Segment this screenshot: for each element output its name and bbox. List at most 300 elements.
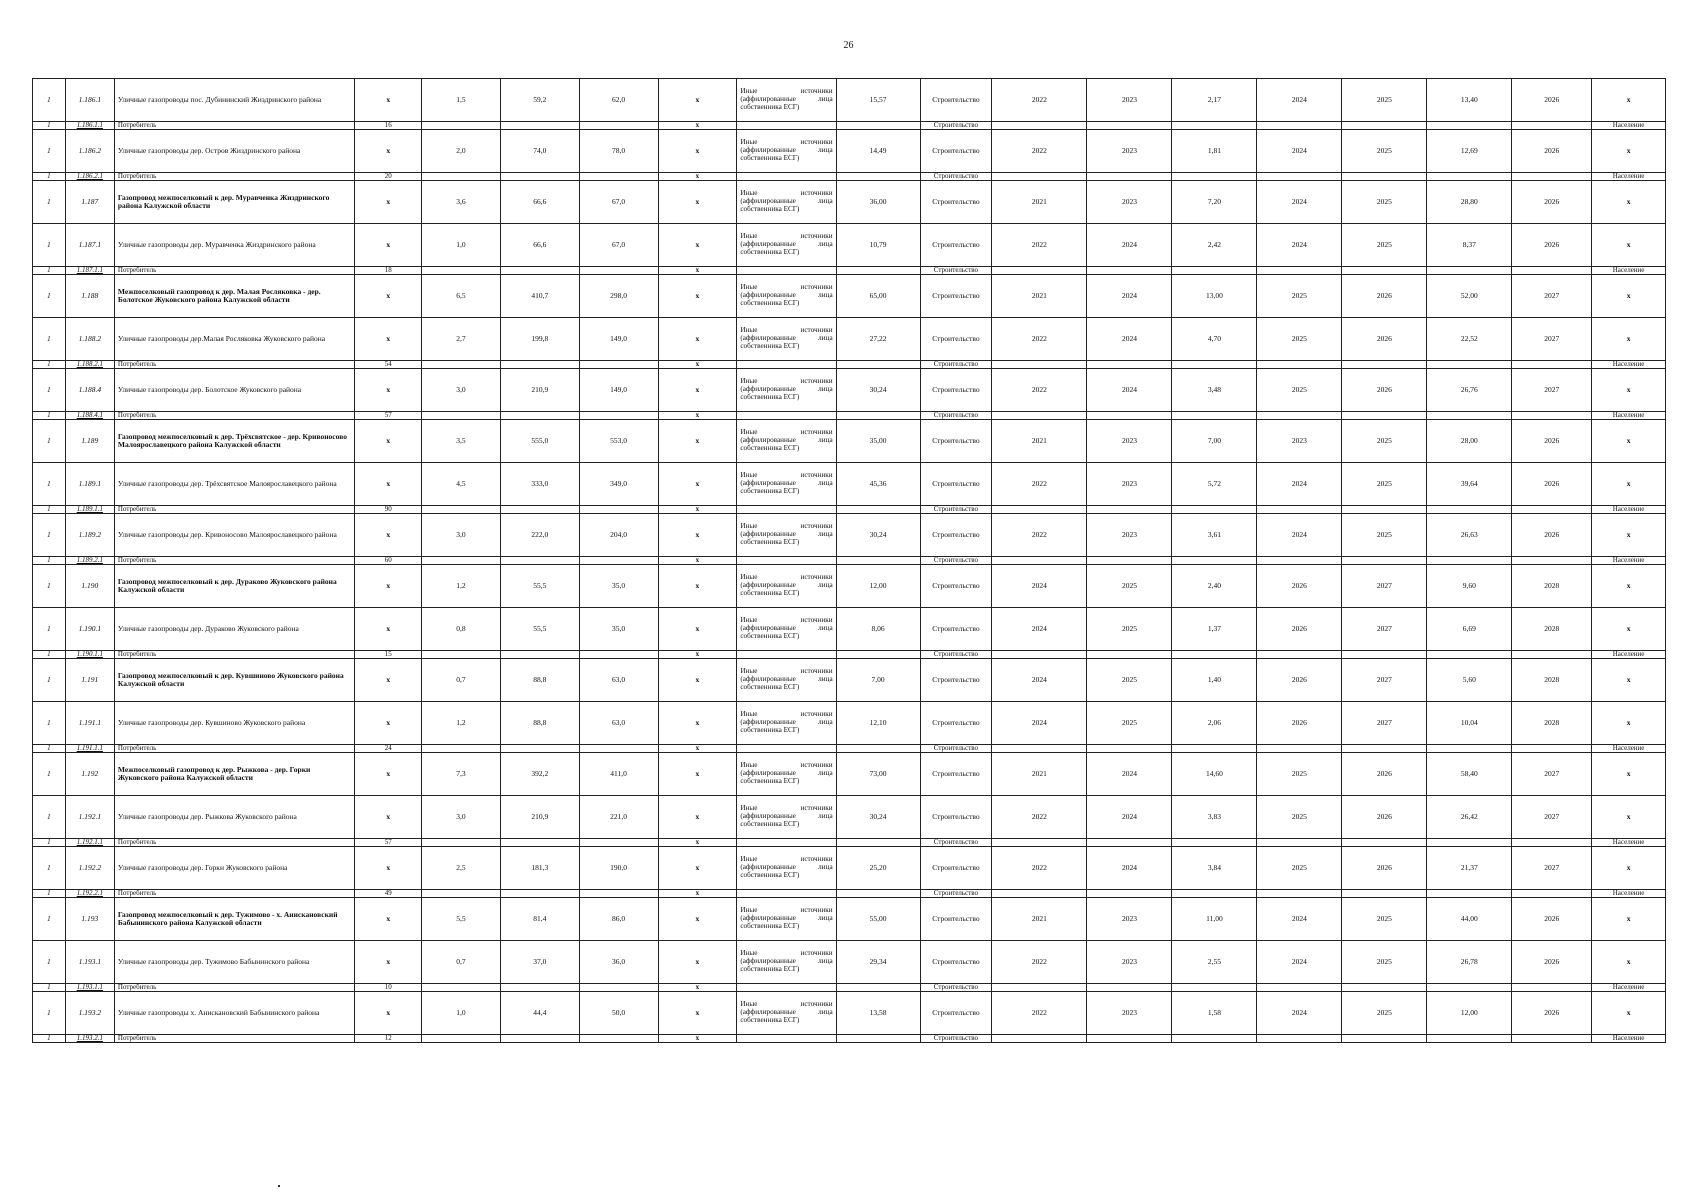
funding-source-cell: Иные источники (аффилированные лица собственника ЕСГ) <box>737 463 836 506</box>
marker-cell: x <box>658 651 737 659</box>
empty-cell <box>836 890 920 898</box>
empty-cell <box>737 267 836 275</box>
consumer-type-cell: Население <box>1592 412 1666 420</box>
empty-cell <box>579 506 658 514</box>
cost-cell: 13,58 <box>836 992 920 1035</box>
year-cell: 2024 <box>992 608 1087 651</box>
empty-cell <box>836 839 920 847</box>
year-cell: 2023 <box>1087 130 1172 173</box>
work-type-cell: Строительство <box>920 181 992 224</box>
marker-cell: x <box>355 318 422 361</box>
gasification-table <box>32 78 1666 1043</box>
row-number-cell: 1 <box>33 651 66 659</box>
consumer-id-cell: 1.188.4.1 <box>65 412 114 420</box>
object-name-cell: Уличные газопроводы х. Анискановский Бабынинского района <box>114 992 355 1035</box>
length-cell: 1,2 <box>422 565 501 608</box>
year-cell: 2023 <box>1257 420 1342 463</box>
work-type-cell: Строительство <box>920 463 992 506</box>
empty-cell <box>500 506 579 514</box>
empty-cell <box>992 1035 1087 1043</box>
year-cell: 2025 <box>1257 318 1342 361</box>
funding-source-cell: Иные источники (аффилированные лица собственника ЕСГ) <box>737 369 836 412</box>
marker-cell: x <box>1592 659 1666 702</box>
value-cell: 67,0 <box>579 224 658 267</box>
empty-cell <box>1087 412 1172 420</box>
value-cell: 35,0 <box>579 608 658 651</box>
year-cell: 2024 <box>1257 130 1342 173</box>
cost-cell: 6,69 <box>1427 608 1512 651</box>
marker-cell: x <box>1592 181 1666 224</box>
consumer-row <box>33 122 1666 130</box>
consumer-id-cell: 1.189.2.1 <box>65 557 114 565</box>
empty-cell <box>1342 173 1427 181</box>
marker-cell: x <box>355 608 422 651</box>
year-cell: 2025 <box>1087 702 1172 745</box>
work-type-cell: Строительство <box>920 318 992 361</box>
cost-cell: 10,04 <box>1427 702 1512 745</box>
empty-cell <box>1342 839 1427 847</box>
empty-cell <box>992 267 1087 275</box>
value-cell: 44,4 <box>500 992 579 1035</box>
funding-source-cell: Иные источники (аффилированные лица собственника ЕСГ) <box>737 659 836 702</box>
object-id-cell: 1.190.1 <box>65 608 114 651</box>
empty-cell <box>579 1035 658 1043</box>
row-number-cell: 1 <box>33 122 66 130</box>
cost-cell: 13,00 <box>1172 275 1257 318</box>
empty-cell <box>1512 890 1592 898</box>
object-id-cell: 1.188 <box>65 275 114 318</box>
object-id-cell: 1.192.1 <box>65 796 114 839</box>
consumer-id-cell: 1.190.1.1 <box>65 651 114 659</box>
cost-cell: 4,70 <box>1172 318 1257 361</box>
cost-cell: 1,40 <box>1172 659 1257 702</box>
empty-cell <box>737 745 836 753</box>
row-number-cell: 1 <box>33 839 66 847</box>
marker-cell: x <box>355 130 422 173</box>
empty-cell <box>1257 557 1342 565</box>
cost-cell: 7,00 <box>1172 420 1257 463</box>
year-cell: 2028 <box>1512 565 1592 608</box>
row-number-cell: 1 <box>33 898 66 941</box>
table-row <box>33 608 1666 651</box>
value-cell: 204,0 <box>579 514 658 557</box>
cost-cell: 14,49 <box>836 130 920 173</box>
table-row <box>33 659 1666 702</box>
empty-cell <box>1512 745 1592 753</box>
year-cell: 2026 <box>1512 130 1592 173</box>
cost-cell: 10,79 <box>836 224 920 267</box>
year-cell: 2024 <box>1257 224 1342 267</box>
object-name-cell: Уличные газопроводы дер. Кривоносово Малоярославецкого района <box>114 514 355 557</box>
empty-cell <box>992 506 1087 514</box>
cost-cell: 28,80 <box>1427 181 1512 224</box>
consumer-label-cell: Потребитель <box>114 361 355 369</box>
consumer-count-cell: 10 <box>355 984 422 992</box>
value-cell: 36,0 <box>579 941 658 984</box>
empty-cell <box>579 267 658 275</box>
empty-cell <box>1257 173 1342 181</box>
empty-cell <box>836 557 920 565</box>
year-cell: 2024 <box>992 565 1087 608</box>
year-cell: 2027 <box>1512 796 1592 839</box>
cost-cell: 13,40 <box>1427 79 1512 122</box>
marker-cell: x <box>1592 992 1666 1035</box>
empty-cell <box>1172 745 1257 753</box>
value-cell: 88,8 <box>500 702 579 745</box>
marker-cell: x <box>658 1035 737 1043</box>
object-id-cell: 1.188.4 <box>65 369 114 412</box>
empty-cell <box>500 1035 579 1043</box>
empty-cell <box>1342 412 1427 420</box>
marker-cell: x <box>658 369 737 412</box>
work-type-cell: Строительство <box>920 984 992 992</box>
length-cell: 3,0 <box>422 369 501 412</box>
cost-cell: 26,76 <box>1427 369 1512 412</box>
work-type-cell: Строительство <box>920 275 992 318</box>
year-cell: 2025 <box>1342 420 1427 463</box>
row-number-cell: 1 <box>33 463 66 506</box>
empty-cell <box>579 745 658 753</box>
cost-cell: 12,00 <box>836 565 920 608</box>
year-cell: 2028 <box>1512 659 1592 702</box>
row-number-cell: 1 <box>33 941 66 984</box>
year-cell: 2024 <box>1257 941 1342 984</box>
cost-cell: 26,78 <box>1427 941 1512 984</box>
work-type-cell: Строительство <box>920 796 992 839</box>
length-cell: 1,0 <box>422 992 501 1035</box>
cost-cell: 65,00 <box>836 275 920 318</box>
consumer-type-cell: Население <box>1592 122 1666 130</box>
length-cell: 2,7 <box>422 318 501 361</box>
funding-source-cell: Иные источники (аффилированные лица собственника ЕСГ) <box>737 992 836 1035</box>
year-cell: 2024 <box>1087 753 1172 796</box>
value-cell: 63,0 <box>579 702 658 745</box>
object-name-cell: Межпоселковый газопровод к дер. Малая Росляковка - дер. Болотское Жуковского района Калужской области <box>114 275 355 318</box>
consumer-row <box>33 557 1666 565</box>
empty-cell <box>836 506 920 514</box>
year-cell: 2022 <box>992 941 1087 984</box>
row-number-cell: 1 <box>33 557 66 565</box>
consumer-row <box>33 267 1666 275</box>
year-cell: 2022 <box>992 463 1087 506</box>
cost-cell: 1,58 <box>1172 992 1257 1035</box>
row-number-cell: 1 <box>33 847 66 890</box>
length-cell: 2,5 <box>422 847 501 890</box>
funding-source-cell: Иные источники (аффилированные лица собственника ЕСГ) <box>737 941 836 984</box>
year-cell: 2025 <box>1087 565 1172 608</box>
work-type-cell: Строительство <box>920 412 992 420</box>
empty-cell <box>579 173 658 181</box>
scan-mark <box>278 1185 280 1187</box>
year-cell: 2026 <box>1512 224 1592 267</box>
table-row <box>33 753 1666 796</box>
cost-cell: 3,61 <box>1172 514 1257 557</box>
value-cell: 411,0 <box>579 753 658 796</box>
year-cell: 2023 <box>1087 463 1172 506</box>
empty-cell <box>1257 361 1342 369</box>
year-cell: 2025 <box>1257 796 1342 839</box>
empty-cell <box>737 557 836 565</box>
marker-cell: x <box>658 361 737 369</box>
empty-cell <box>1087 173 1172 181</box>
year-cell: 2027 <box>1512 369 1592 412</box>
marker-cell: x <box>658 420 737 463</box>
empty-cell <box>1427 267 1512 275</box>
consumer-label-cell: Потребитель <box>114 173 355 181</box>
marker-cell: x <box>658 565 737 608</box>
row-number-cell: 1 <box>33 361 66 369</box>
empty-cell <box>500 173 579 181</box>
empty-cell <box>1172 651 1257 659</box>
year-cell: 2023 <box>1087 992 1172 1035</box>
empty-cell <box>992 651 1087 659</box>
length-cell: 7,3 <box>422 753 501 796</box>
funding-source-cell: Иные источники (аффилированные лица собственника ЕСГ) <box>737 130 836 173</box>
value-cell: 66,6 <box>500 224 579 267</box>
row-number-cell: 1 <box>33 702 66 745</box>
year-cell: 2026 <box>1512 463 1592 506</box>
empty-cell <box>1257 745 1342 753</box>
empty-cell <box>1427 1035 1512 1043</box>
year-cell: 2026 <box>1257 659 1342 702</box>
marker-cell: x <box>355 275 422 318</box>
marker-cell: x <box>658 608 737 651</box>
cost-cell: 58,40 <box>1427 753 1512 796</box>
empty-cell <box>1342 506 1427 514</box>
length-cell: 1,0 <box>422 224 501 267</box>
consumer-type-cell: Население <box>1592 651 1666 659</box>
year-cell: 2027 <box>1512 847 1592 890</box>
value-cell: 78,0 <box>579 130 658 173</box>
cost-cell: 8,37 <box>1427 224 1512 267</box>
marker-cell: x <box>1592 753 1666 796</box>
consumer-label-cell: Потребитель <box>114 506 355 514</box>
marker-cell: x <box>658 941 737 984</box>
marker-cell: x <box>658 224 737 267</box>
empty-cell <box>500 361 579 369</box>
year-cell: 2022 <box>992 224 1087 267</box>
cost-cell: 2,06 <box>1172 702 1257 745</box>
work-type-cell: Строительство <box>920 557 992 565</box>
year-cell: 2024 <box>1257 898 1342 941</box>
value-cell: 222,0 <box>500 514 579 557</box>
cost-cell: 30,24 <box>836 514 920 557</box>
year-cell: 2022 <box>992 514 1087 557</box>
value-cell: 86,0 <box>579 898 658 941</box>
empty-cell <box>579 984 658 992</box>
work-type-cell: Строительство <box>920 702 992 745</box>
year-cell: 2026 <box>1342 796 1427 839</box>
object-id-cell: 1.190 <box>65 565 114 608</box>
empty-cell <box>1427 651 1512 659</box>
funding-source-cell: Иные источники (аффилированные лица собственника ЕСГ) <box>737 898 836 941</box>
empty-cell <box>500 557 579 565</box>
table-row <box>33 796 1666 839</box>
value-cell: 410,7 <box>500 275 579 318</box>
marker-cell: x <box>658 702 737 745</box>
year-cell: 2022 <box>992 992 1087 1035</box>
empty-cell <box>422 651 501 659</box>
year-cell: 2026 <box>1342 753 1427 796</box>
value-cell: 62,0 <box>579 79 658 122</box>
consumer-type-cell: Население <box>1592 1035 1666 1043</box>
marker-cell: x <box>355 898 422 941</box>
cost-cell: 21,37 <box>1427 847 1512 890</box>
value-cell: 392,2 <box>500 753 579 796</box>
empty-cell <box>1427 745 1512 753</box>
cost-cell: 3,48 <box>1172 369 1257 412</box>
row-number-cell: 1 <box>33 181 66 224</box>
table-row <box>33 369 1666 412</box>
funding-source-cell: Иные источники (аффилированные лица собственника ЕСГ) <box>737 565 836 608</box>
row-number-cell: 1 <box>33 608 66 651</box>
row-number-cell: 1 <box>33 369 66 412</box>
value-cell: 333,0 <box>500 463 579 506</box>
marker-cell: x <box>355 659 422 702</box>
row-number-cell: 1 <box>33 514 66 557</box>
table-row <box>33 514 1666 557</box>
empty-cell <box>1172 839 1257 847</box>
row-number-cell: 1 <box>33 984 66 992</box>
marker-cell: x <box>1592 514 1666 557</box>
funding-source-cell: Иные источники (аффилированные лица собственника ЕСГ) <box>737 847 836 890</box>
empty-cell <box>992 557 1087 565</box>
consumer-count-cell: 60 <box>355 557 422 565</box>
length-cell: 4,5 <box>422 463 501 506</box>
year-cell: 2021 <box>992 898 1087 941</box>
year-cell: 2026 <box>1342 275 1427 318</box>
empty-cell <box>1512 412 1592 420</box>
empty-cell <box>422 267 501 275</box>
year-cell: 2024 <box>1257 181 1342 224</box>
year-cell: 2025 <box>1342 992 1427 1035</box>
work-type-cell: Строительство <box>920 608 992 651</box>
year-cell: 2026 <box>1512 420 1592 463</box>
work-type-cell: Строительство <box>920 1035 992 1043</box>
marker-cell: x <box>355 514 422 557</box>
empty-cell <box>500 651 579 659</box>
marker-cell: x <box>658 839 737 847</box>
cost-cell: 8,06 <box>836 608 920 651</box>
row-number-cell: 1 <box>33 267 66 275</box>
empty-cell <box>579 839 658 847</box>
empty-cell <box>1342 984 1427 992</box>
work-type-cell: Строительство <box>920 941 992 984</box>
empty-cell <box>1342 890 1427 898</box>
empty-cell <box>1342 1035 1427 1043</box>
marker-cell: x <box>1592 565 1666 608</box>
year-cell: 2024 <box>1257 79 1342 122</box>
empty-cell <box>737 839 836 847</box>
year-cell: 2028 <box>1512 608 1592 651</box>
marker-cell: x <box>355 463 422 506</box>
empty-cell <box>422 412 501 420</box>
consumer-row <box>33 745 1666 753</box>
table-row <box>33 941 1666 984</box>
year-cell: 2021 <box>992 181 1087 224</box>
year-cell: 2022 <box>992 369 1087 412</box>
marker-cell: x <box>658 267 737 275</box>
year-cell: 2025 <box>1257 847 1342 890</box>
empty-cell <box>500 890 579 898</box>
cost-cell: 12,00 <box>1427 992 1512 1035</box>
funding-source-cell: Иные источники (аффилированные лица собственника ЕСГ) <box>737 318 836 361</box>
marker-cell: x <box>658 992 737 1035</box>
empty-cell <box>1087 1035 1172 1043</box>
cost-cell: 45,36 <box>836 463 920 506</box>
value-cell: 63,0 <box>579 659 658 702</box>
empty-cell <box>1342 651 1427 659</box>
consumer-type-cell: Население <box>1592 890 1666 898</box>
empty-cell <box>737 890 836 898</box>
year-cell: 2025 <box>1087 659 1172 702</box>
work-type-cell: Строительство <box>920 651 992 659</box>
year-cell: 2027 <box>1342 659 1427 702</box>
year-cell: 2026 <box>1342 318 1427 361</box>
row-number-cell: 1 <box>33 224 66 267</box>
object-name-cell: Газопровод межпоселковый к дер. Кувшиново Жуковского района Калужской области <box>114 659 355 702</box>
consumer-id-cell: 1.186.2.1 <box>65 173 114 181</box>
empty-cell <box>1512 267 1592 275</box>
year-cell: 2025 <box>1342 130 1427 173</box>
empty-cell <box>1087 506 1172 514</box>
marker-cell: x <box>1592 898 1666 941</box>
funding-source-cell: Иные источники (аффилированные лица собственника ЕСГ) <box>737 181 836 224</box>
marker-cell: x <box>658 745 737 753</box>
page-number: 26 <box>843 40 854 51</box>
marker-cell: x <box>355 565 422 608</box>
empty-cell <box>500 267 579 275</box>
empty-cell <box>1087 267 1172 275</box>
empty-cell <box>1172 412 1257 420</box>
consumer-row <box>33 651 1666 659</box>
cost-cell: 55,00 <box>836 898 920 941</box>
work-type-cell: Строительство <box>920 420 992 463</box>
year-cell: 2022 <box>992 847 1087 890</box>
table-row <box>33 992 1666 1035</box>
empty-cell <box>737 122 836 130</box>
marker-cell: x <box>1592 847 1666 890</box>
cost-cell: 2,17 <box>1172 79 1257 122</box>
year-cell: 2025 <box>1257 753 1342 796</box>
empty-cell <box>579 122 658 130</box>
marker-cell: x <box>1592 318 1666 361</box>
year-cell: 2022 <box>992 130 1087 173</box>
funding-source-cell: Иные источники (аффилированные лица собственника ЕСГ) <box>737 275 836 318</box>
cost-cell: 14,60 <box>1172 753 1257 796</box>
marker-cell: x <box>1592 369 1666 412</box>
empty-cell <box>836 651 920 659</box>
table-row <box>33 181 1666 224</box>
year-cell: 2024 <box>1087 318 1172 361</box>
consumer-id-cell: 1.188.2.1 <box>65 361 114 369</box>
cost-cell: 29,34 <box>836 941 920 984</box>
year-cell: 2027 <box>1512 275 1592 318</box>
empty-cell <box>1257 890 1342 898</box>
empty-cell <box>500 122 579 130</box>
empty-cell <box>1172 361 1257 369</box>
year-cell: 2024 <box>1087 275 1172 318</box>
marker-cell: x <box>355 847 422 890</box>
empty-cell <box>1087 361 1172 369</box>
year-cell: 2026 <box>1512 514 1592 557</box>
work-type-cell: Строительство <box>920 745 992 753</box>
empty-cell <box>1342 557 1427 565</box>
empty-cell <box>992 361 1087 369</box>
empty-cell <box>1427 122 1512 130</box>
year-cell: 2025 <box>1342 898 1427 941</box>
object-id-cell: 1.192.2 <box>65 847 114 890</box>
